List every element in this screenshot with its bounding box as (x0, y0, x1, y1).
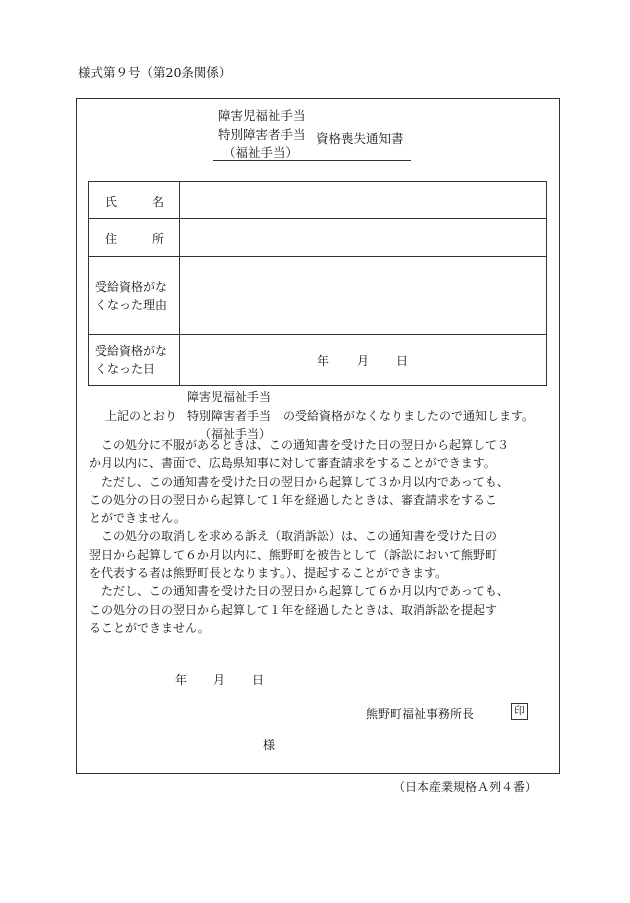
paper-size-note: （日本産業規格Ａ列４番） (393, 780, 538, 794)
paragraph-line: ることができません。 (89, 620, 210, 635)
notice-prefix: 上記のとおり (105, 409, 178, 423)
date-label-cell (89, 335, 180, 386)
title-allowance-1: 障害児福祉手当 (218, 108, 306, 123)
reason-value-cell[interactable] (180, 257, 547, 335)
info-table (88, 181, 547, 386)
paragraph-line: この処分の取消しを求める訴え（取消訴訟）は、この通知書を受けた日の (89, 529, 498, 544)
date-month: 月 (357, 354, 370, 368)
issue-date-day: 日 (252, 673, 265, 687)
title-allowance-3: （福祉手当） (223, 145, 299, 160)
reason-label-2: くなった理由 (95, 297, 168, 312)
issue-date-month: 月 (213, 673, 226, 687)
notice-allowance-2: 特別障害者手当 (187, 409, 272, 423)
date-day: 日 (396, 354, 409, 368)
form-number: 様式第９号（第20条関係） (78, 65, 232, 80)
reason-label-cell (89, 257, 180, 335)
paragraph-line: 翌日から起算して６か月以内に、熊野町を被告として（訴訟において熊野町 (89, 547, 498, 562)
issuer-name: 熊野町福祉事務所長 (366, 707, 475, 721)
address-label-2: 所 (152, 232, 165, 246)
title-suffix: 資格喪失通知書 (316, 131, 404, 146)
notice-suffix: の受給資格がなくなりましたので通知します。 (283, 409, 535, 423)
date-label-2: くなった日 (95, 362, 156, 376)
date-year: 年 (317, 354, 330, 368)
paragraph-line: とができません。 (89, 511, 186, 526)
issue-date-year: 年 (175, 673, 188, 687)
recipient-suffix: 様 (263, 738, 276, 752)
address-label-cell (89, 219, 180, 257)
notice-allowance-1: 障害児福祉手当 (187, 390, 272, 404)
appeal-paragraphs (89, 436, 509, 637)
row-reason (89, 257, 547, 335)
address-value-cell[interactable] (180, 219, 547, 257)
reason-label-1: 受給資格がな (95, 279, 168, 294)
paragraph-line: ただし、この通知書を受けた日の翌日から起算して６か月以内であっても、 (89, 584, 509, 599)
paragraph-line: ただし、この通知書を受けた日の翌日から起算して３か月以内であっても、 (89, 474, 509, 489)
paragraph-line: か月以内に、書面で、広島県知事に対して審査請求をすることができます。 (89, 456, 496, 471)
row-name (89, 182, 547, 219)
title-allowance-2: 特別障害者手当 (218, 127, 306, 142)
paragraph-line: を代表する者は熊野町長となります。）、提起することができます。 (89, 566, 448, 581)
paragraph-line: この処分の日の翌日から起算して１年を経過したときは、審査請求をするこ (89, 492, 498, 507)
paragraph-line: この処分に不服があるときは、この通知書を受けた日の翌日から起算して３ (89, 438, 510, 452)
row-address (89, 219, 547, 257)
row-date (89, 335, 547, 386)
name-label-cell (89, 182, 180, 219)
notice-allowance-3: （福祉手当） (199, 427, 272, 441)
paragraph-line: この処分の日の翌日から起算して１年を経過したときは、取消訴訟を提起す (89, 602, 498, 617)
name-label-2: 名 (152, 195, 165, 209)
name-value-cell[interactable] (180, 182, 547, 219)
name-label-1: 氏 (105, 195, 118, 209)
title-underline (213, 160, 411, 161)
date-label-1: 受給資格がな (95, 344, 168, 358)
seal-stamp (511, 703, 528, 720)
address-label-1: 住 (105, 232, 118, 246)
date-value-cell[interactable] (180, 335, 547, 386)
seal-text: 印 (514, 705, 525, 717)
